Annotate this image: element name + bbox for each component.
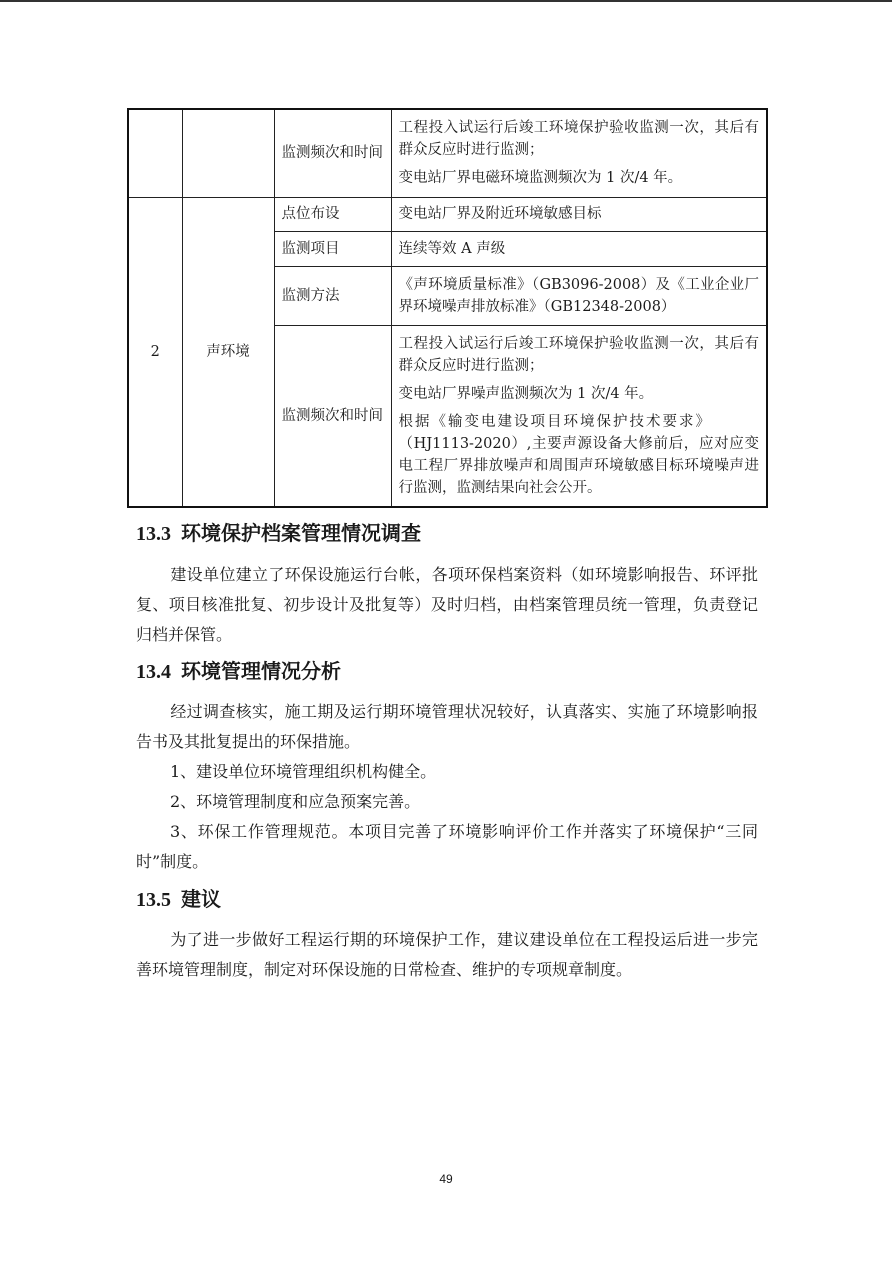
section-heading-13-4 xyxy=(136,658,341,685)
content-line: 变电站厂界噪声监测频次为 1 次/4 年。 xyxy=(398,385,654,402)
section-title-text: 环境管理情况分析 xyxy=(181,659,341,683)
table-cell-item: 监测方法 xyxy=(274,266,391,325)
paragraph-text: 1、建设单位环境管理组织机构健全。 xyxy=(170,762,437,781)
table-row xyxy=(128,109,767,197)
paragraph-text: 建设单位建立了环保设施运行台帐，各项环保档案资料（如环境影响报告、环评批复、项目核准批复、初步设计及批复等）及时归档，由档案管理员统一管理，负责登记归档并保管。 xyxy=(136,565,758,644)
content-line: 《声环境质量标准》（GB3096-2008）及《工业企业厂界环境噪声排放标准》（GB12348-2008） xyxy=(398,276,759,315)
table-cell-item: 监测频次和时间 xyxy=(274,109,391,197)
table-cell-category-empty xyxy=(182,109,274,197)
page-top-rule xyxy=(0,0,892,2)
section-number: 13.4 xyxy=(136,661,171,683)
content-line: 工程投入试运行后竣工环境保护验收监测一次，其后有群众反应时进行监测； xyxy=(398,335,759,374)
paragraph xyxy=(136,560,758,650)
paragraph xyxy=(136,697,758,757)
table-cell-number-empty xyxy=(128,109,182,197)
monitoring-plan-table xyxy=(127,108,768,508)
content-line: 变电站厂界电磁环境监测频次为 1 次/4 年。 xyxy=(398,170,683,187)
list-item xyxy=(136,787,758,817)
table-cell-category: 声环境 xyxy=(182,197,274,507)
table-cell-number: 2 xyxy=(128,197,182,507)
table-cell-item: 监测频次和时间 xyxy=(274,325,391,507)
paragraph-text: 3、环保工作管理规范。本项目完善了环境影响评价工作并落实了环境保护“三同时”制度。 xyxy=(136,822,758,871)
table-cell-item: 监测项目 xyxy=(274,231,391,266)
list-item xyxy=(136,757,758,787)
section-heading-13-5 xyxy=(136,886,221,913)
table-cell-content: 变电站厂界及附近环境敏感目标 xyxy=(391,197,767,231)
content-line: 根据《输变电建设项目环境保护技术要求》 xyxy=(398,413,712,430)
table-cell-item: 点位布设 xyxy=(274,197,391,231)
section-title-text: 建议 xyxy=(181,887,221,911)
table-cell-content xyxy=(391,325,767,507)
table-row xyxy=(128,197,767,231)
page-number: 49 xyxy=(439,1172,453,1186)
paragraph-text: 为了进一步做好工程运行期的环境保护工作，建议建设单位在工程投运后进一步完善环境管理制度，制定对环保设施的日常检查、维护的专项规章制度。 xyxy=(136,930,758,979)
table-cell-content: 连续等效 A 声级 xyxy=(391,231,767,266)
section-title-text: 环境保护档案管理情况调查 xyxy=(181,521,421,545)
content-line: （HJ1113-2020）,主要声源设备大修前后，应对应变电工程厂界排放噪声和周围声环境敏感目标环境噪声进行监测，监测结果向社会公开。 xyxy=(398,435,759,496)
paragraph-text: 2、环境管理制度和应急预案完善。 xyxy=(170,792,421,811)
list-item xyxy=(136,817,758,877)
section-heading-13-3 xyxy=(136,520,421,547)
content-line: 工程投入试运行后竣工环境保护验收监测一次，其后有群众反应时进行监测； xyxy=(398,120,759,159)
table-cell-content xyxy=(391,109,767,197)
paragraph-text: 经过调查核实，施工期及运行期环境管理状况较好，认真落实、实施了环境影响报告书及其批复提出的环保措施。 xyxy=(136,702,758,751)
section-number: 13.5 xyxy=(136,889,171,911)
table-cell-content xyxy=(391,266,767,325)
paragraph xyxy=(136,925,758,985)
section-number: 13.3 xyxy=(136,523,171,545)
